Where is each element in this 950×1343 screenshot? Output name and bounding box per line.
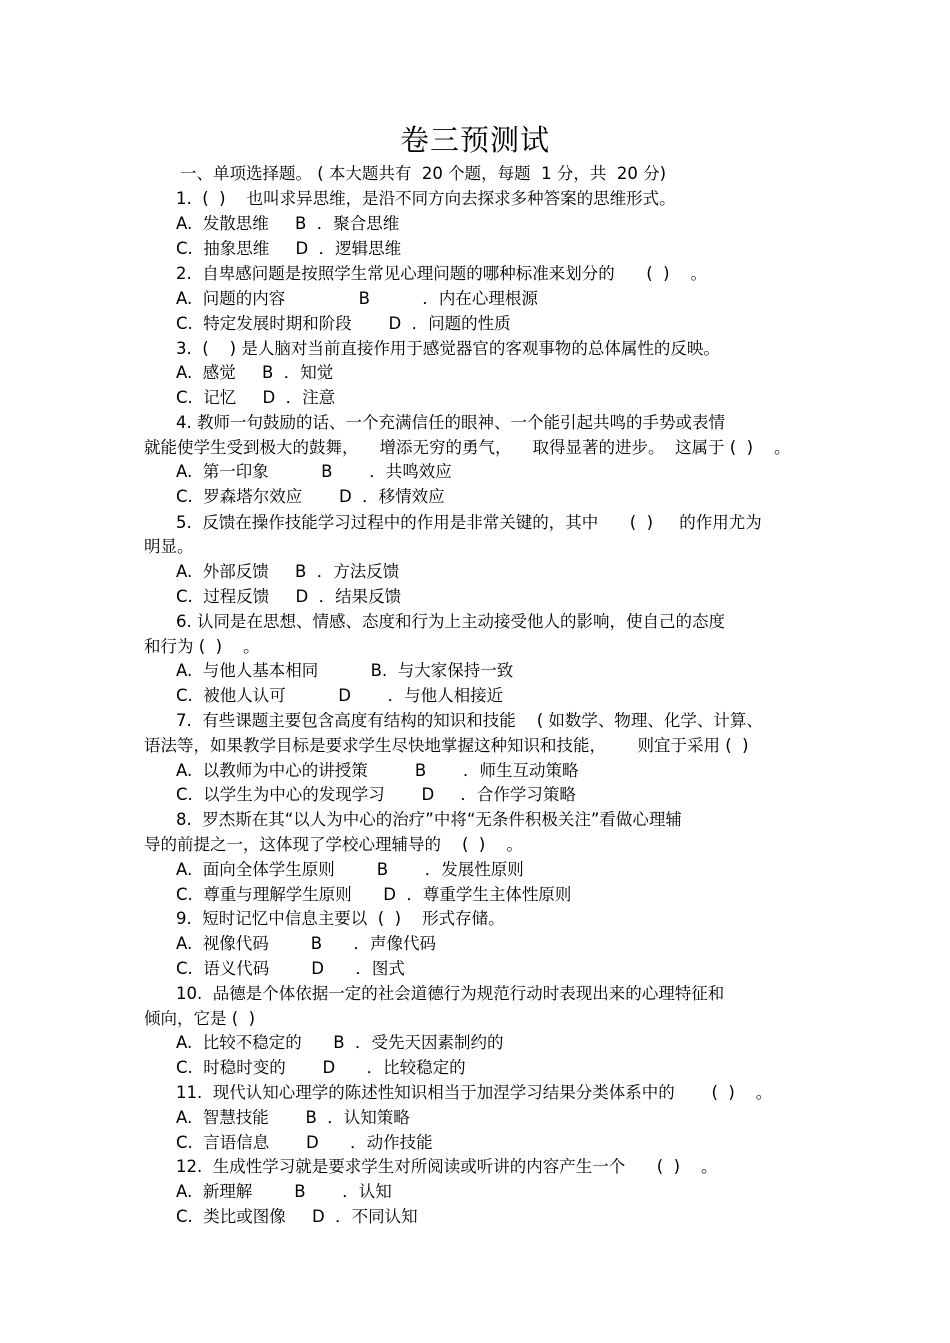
question-12-options-cd: C. 类比或图像 D ．不同认知 [176,1207,418,1226]
page-title: 卷三预测试 [399,123,550,157]
question-2-options-cd: C. 特定发展时期和阶段 D ．问题的性质 [176,314,511,333]
question-2-options-ab: A. 问题的内容 B ．内在心理根源 [176,289,538,308]
question-6-text-line-2: 和行为 ( ) 。 [144,637,260,656]
question-5-text-line-2: 明显。 [144,537,194,556]
question-6-options-ab: A. 与他人基本相同 B. 与大家保持一致 [176,661,514,680]
question-5-options-cd: C. 过程反馈 D ．结果反馈 [176,587,402,606]
question-9-text: 9. 短时记忆中信息主要以 ( ) 形式存储。 [176,909,505,928]
question-11-options-ab: A. 智慧技能 B ．认知策略 [176,1108,410,1127]
question-12-text: 12. 生成性学习就是要求学生对所阅读或听讲的内容产生一个 ( ) 。 [176,1157,718,1176]
question-7-text-line-1: 7. 有些课题主要包含高度有结构的知识和技能 ( 如数学、物理、化学、计算、 [176,711,763,730]
question-3-text: 3. ( ) 是人脑对当前直接作用于感觉器官的客观事物的总体属性的反映。 [176,339,720,358]
question-8-options-ab: A. 面向全体学生原则 B ．发展性原则 [176,860,524,879]
question-1-options-ab: A. 发散思维 B ．聚合思维 [176,214,400,233]
question-7-text-line-2: 语法等，如果教学目标是要求学生尽快地掌握这种知识和技能， 则宜于采用 ( ) [144,736,749,755]
question-11-options-cd: C. 言语信息 D ．动作技能 [176,1133,433,1152]
question-4-options-cd: C. 罗森塔尔效应 D ．移情效应 [176,487,445,506]
question-4-text-line-2: 就能使学生受到极大的鼓舞， 增添无穷的勇气， 取得显著的进步。 这属于 ( ) 。 [144,438,791,457]
question-4-options-ab: A. 第一印象 B ．共鸣效应 [176,462,452,481]
question-10-options-ab: A. 比较不稳定的 B ．受先天因素制约的 [176,1033,504,1052]
section-heading: 一、单项选择题。 ( 本大题共有 20 个题，每题 1 分，共 20 分) [180,164,667,183]
question-8-text-line-2: 导的前提之一，这体现了学校心理辅导的 ( ) 。 [144,835,523,854]
question-6-options-cd: C. 被他人认可 D ．与他人相接近 [176,686,504,705]
question-10-options-cd: C. 时稳时变的 D ．比较稳定的 [176,1058,466,1077]
question-9-options-cd: C. 语义代码 D ．图式 [176,959,405,978]
question-7-options-cd: C. 以学生为中心的发现学习 D ．合作学习策略 [176,785,576,804]
question-8-options-cd: C. 尊重与理解学生原则 D ．尊重学生主体性原则 [176,885,572,904]
question-9-options-ab: A. 视像代码 B ．声像代码 [176,934,436,953]
question-11-text: 11. 现代认知心理学的陈述性知识相当于加涅学习结果分类体系中的 ( ) 。 [176,1083,773,1102]
question-5-text-line-1: 5. 反馈在操作技能学习过程中的作用是非常关键的，其中 ( ) 的作用尤为 [176,513,762,532]
question-2-text: 2. 自卑感问题是按照学生常见心理问题的哪种标准来划分的 ( ) 。 [176,264,708,283]
question-10-text-line-1: 10. 品德是个体依据一定的社会道德行为规范行动时表现出来的心理特征和 [176,984,725,1003]
question-4-text-line-1: 4. 教师一句鼓励的话、一个充满信任的眼神、一个能引起共鸣的手势或表情 [176,413,725,432]
question-8-text-line-1: 8. 罗杰斯在其“以人为中心的治疗”中将“无条件积极关注”看做心理辅 [176,810,682,829]
question-5-options-ab: A. 外部反馈 B ．方法反馈 [176,562,400,581]
question-3-options-ab: A. 感觉 B ．知觉 [176,363,334,382]
question-12-options-ab: A. 新理解 B ．认知 [176,1182,392,1201]
question-10-text-line-2: 倾向，它是 ( ) [144,1009,256,1028]
question-6-text-line-1: 6. 认同是在思想、情感、态度和行为上主动接受他人的影响，使自己的态度 [176,612,725,631]
question-1-text: 1. ( ) 也叫求异思维，是沿不同方向去探求多种答案的思维形式。 [176,189,676,208]
question-3-options-cd: C. 记忆 D ．注意 [176,388,336,407]
question-1-options-cd: C. 抽象思维 D ．逻辑思维 [176,239,402,258]
question-7-options-ab: A. 以教师为中心的讲授策 B ．师生互动策略 [176,761,579,780]
